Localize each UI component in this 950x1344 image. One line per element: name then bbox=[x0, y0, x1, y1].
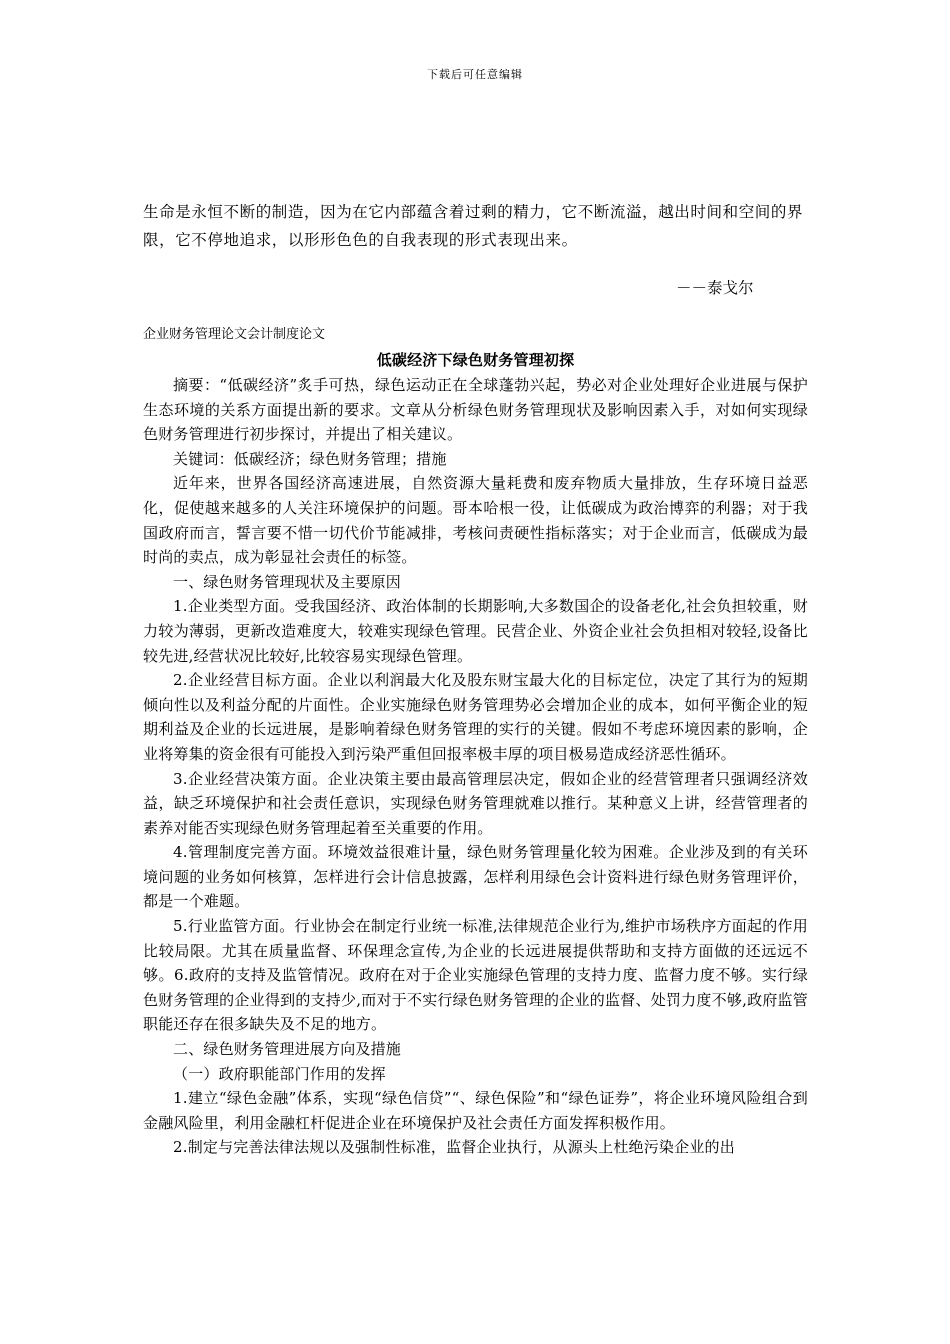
keywords-paragraph: 关键词：低碳经济；绿色财务管理；措施 bbox=[173, 449, 447, 468]
intro-paragraph: 近年来，世界各国经济高速进展，自然资源大量耗费和废弃物质大量排放，生存环境日益恶化，促使越来越多的人关注环境保护的问题。哥本哈根一役，让低碳成为政治博弈的利器；对于我国政府而言，誓言要不惜一切代价节能减排，考核问责硬性指标落实；对于企业而言，低碳成为最时尚的卖点，成为彰显社会责任的标签。 bbox=[143, 474, 808, 567]
page-header-note: 下载后可任意编辑 bbox=[427, 68, 523, 81]
section-heading-2: 二、绿色财务管理进展方向及措施 bbox=[173, 1040, 402, 1059]
body-paragraph: 3.企业经营决策方面。企业决策主要由最高管理层决定，假如企业的经营管理者只强调经济效益，缺乏环境保护和社会责任意识，实现绿色财务管理就难以推行。某种意义上讲，经营管理者的素养对能否实现绿色财务管理起着至关重要的作用。 bbox=[143, 769, 808, 837]
epigraph-author: －－泰戈尔 bbox=[676, 279, 754, 297]
body-paragraph: 5.行业监管方面。行业协会在制定行业统一标准,法律规范企业行为,维护市场秩序方面起的作用比较局限。尤其在质量监督、环保理念宣传,为企业的长远进展提供帮助和支持方面做的还远远不够。6.政府的支持及监管情况。政府在对于企业实施绿色管理的支持力度、监督力度不够。实行绿色财务管理的企业得到的支持少,而对于不实行绿色财务管理的企业的监督、处罚力度不够,政府监管职能还存在很多缺失及不足的地方。 bbox=[143, 917, 808, 1034]
subsection-heading: （一）政府职能部门作用的发挥 bbox=[173, 1064, 386, 1083]
body-paragraph: 2.企业经营目标方面。企业以利润最大化及股东财宝最大化的目标定位，决定了其行为的短期倾向性以及利益分配的片面性。企业实施绿色财务管理势必会增加企业的成本，如何平衡企业的短期利益及企业的长远进展，是影响着绿色财务管理的实行的关键。假如不考虑环境因素的影响，企业将筹集的资金很有可能投入到污染严重但回报率极丰厚的项目极易造成经济恶性循环。 bbox=[143, 671, 808, 763]
abstract-paragraph: 摘要：“低碳经济”炙手可热，绿色运动正在全球蓬勃兴起，势必对企业处理好企业进展与保护生态环境的关系方面提出新的要求。文章从分析绿色财务管理现状及影响因素入手，对如何实现绿色财务管理进行初步探讨，并提出了相关建议。 bbox=[143, 376, 808, 444]
body-paragraph: 2.制定与完善法律法规以及强制性标准，监督企业执行，从源头上杜绝污染企业的出 bbox=[173, 1138, 735, 1157]
article-category: 企业财务管理论文会计制度论文 bbox=[143, 327, 326, 342]
body-paragraph: 1.企业类型方面。受我国经济、政治体制的长期影响,大多数国企的设备老化,社会负担较重，财力较为薄弱，更新改造难度大，较难实现绿色管理。民营企业、外资企业社会负担相对较轻,设备比较先进,经营状况比较好,比较容易实现绿色管理。 bbox=[143, 597, 808, 665]
section-heading-1: 一、绿色财务管理现状及主要原因 bbox=[173, 572, 402, 591]
article-body bbox=[143, 348, 808, 1160]
article-title: 低碳经济下绿色财务管理初探 bbox=[376, 351, 575, 369]
body-paragraph: 4.管理制度完善方面。环境效益很难计量，绿色财务管理量化较为困难。企业涉及到的有关环境问题的业务如何核算，怎样进行会计信息披露，怎样利用绿色会计资料进行绿色财务管理评价，都是一个难题。 bbox=[143, 843, 808, 911]
epigraph-quote: 生命是永恒不断的制造，因为在它内部蕴含着过剩的精力，它不断流溢，越出时间和空间的界限，它不停地追求，以形形色色的自我表现的形式表现出来。 bbox=[143, 203, 804, 249]
body-paragraph: 1.建立“绿色金融”体系，实现“绿色信贷”“、绿色保险”和“绿色证券”，将企业环境风险组合到金融风险里，利用金融杠杆促进企业在环境保护及社会责任方面发挥积极作用。 bbox=[143, 1089, 808, 1132]
